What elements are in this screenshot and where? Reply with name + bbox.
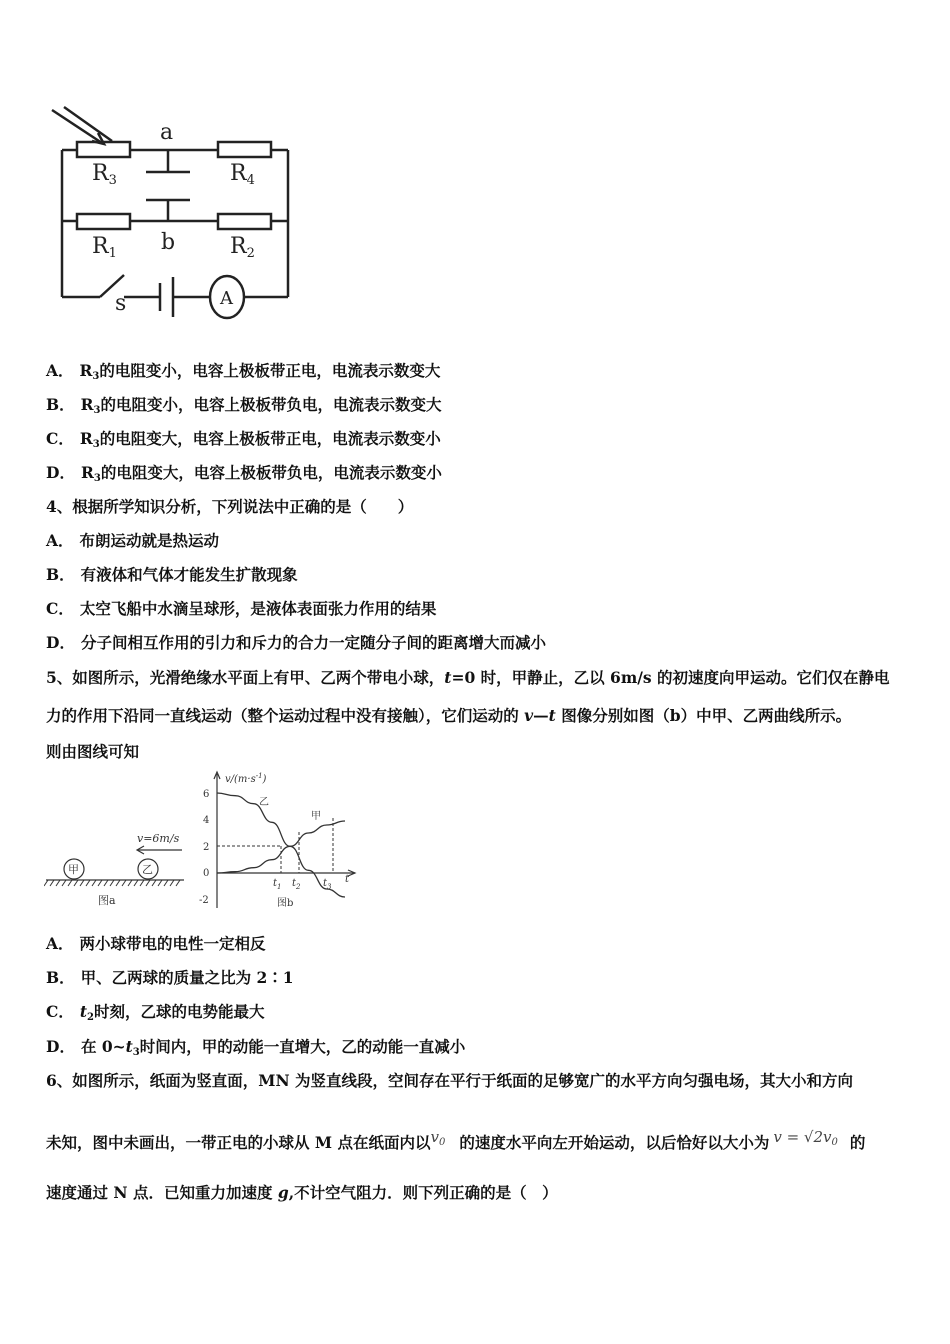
q5-stem-line-1: 5、如图所示，光滑绝缘水平面上有甲、乙两个带电小球，t=0 时，甲静止，乙以 6m/s 的初速度向甲运动。它们仅在静电: [46, 668, 890, 687]
series-label-yi: 乙: [259, 797, 269, 808]
label-r1: R1: [92, 234, 117, 261]
q4-option-b: B． 有液体和气体才能发生扩散现象: [46, 565, 298, 584]
x-tick-t2: $t_2$: [292, 878, 301, 891]
label-r3: R3: [92, 161, 117, 188]
y-tick-6: 6: [203, 789, 210, 800]
q4-option-d: D． 分子间相互作用的引力和斥力的合力一定随分子间的距离增大而减小: [46, 633, 546, 652]
x-axis-label: t: [345, 874, 350, 885]
q4-option-c: C． 太空飞船中水滴呈球形，是液体表面张力作用的结果: [46, 599, 437, 618]
ammeter-label: A: [220, 288, 233, 309]
ball-yi-label: 乙: [142, 863, 153, 876]
x-tick-t1: $t_1$: [273, 878, 282, 891]
q4-option-a: A． 布朗运动就是热运动: [46, 531, 220, 550]
q5-option-a: A． 两小球带电的电性一定相反: [46, 934, 266, 953]
figure-b-caption: 图b: [277, 898, 294, 909]
q5-stem-line-3: 则由图线可知: [46, 742, 140, 761]
q3-option-a: A． $R_3$的电阻变小，电容上极板带正电，电流表示数变大: [46, 361, 441, 382]
q6-stem-line-2: 未知，图中未画出，一带正电的小球从 M 点在纸面内以$v_0$ 的速度水平向左开始运动，以后恰好以大小为 $v = √2v_0$ 的: [46, 1128, 866, 1152]
velocity-label: v=6m/s: [137, 832, 180, 845]
series-label-jia: 甲: [311, 811, 321, 822]
resistor-r1: [77, 214, 130, 229]
switch-label-s: s: [115, 291, 127, 316]
figure-a: [44, 820, 189, 915]
resistor-r2: [218, 214, 271, 229]
y-axis-label: $v/(m\cdot s^{-1})$: [225, 772, 267, 785]
y-tick-4: 4: [203, 815, 210, 826]
q5-option-c: C． $t_2$时刻，乙球的电势能最大: [46, 1002, 265, 1023]
y-tick-neg2: -2: [199, 895, 209, 906]
q4-stem: 4、根据所学知识分析，下列说法中正确的是（ ）: [46, 497, 414, 516]
label-r2: R2: [230, 234, 255, 261]
figure-b-vt-chart: [195, 768, 365, 916]
q3-option-b: B． $R_3$的电阻变小，电容上极板带负电，电流表示数变大: [46, 395, 442, 416]
q6-stem-line-1: 6、如图所示，纸面为竖直面，MN 为竖直线段，空间存在平行于纸面的足够宽广的水平方向匀强电场，其大小和方向: [46, 1071, 854, 1090]
q3-option-c: C． $R_3$的电阻变大，电容上极板带正电，电流表示数变小: [46, 429, 441, 450]
q6-stem-line-3: 速度通过 N 点．已知重力加速度 g,不计空气阻力．则下列正确的是（ ）: [46, 1183, 558, 1202]
q5-option-b: B． 甲、乙两球的质量之比为 2∶1: [46, 968, 294, 987]
circuit-diagram: [40, 105, 310, 330]
q5-option-d: D． 在 $0\sim t_3$时间内，甲的动能一直增大，乙的动能一直减小: [46, 1037, 466, 1058]
y-tick-0: 0: [203, 868, 210, 879]
x-tick-t3: $t_3$: [323, 878, 332, 891]
y-tick-2: 2: [203, 842, 210, 853]
ball-jia-label: 甲: [68, 863, 79, 876]
q5-stem-line-2: 力的作用下沿同一直线运动（整个运动过程中没有接触），它们运动的 v—t 图像分别如图（b）中甲、乙两曲线所示。: [46, 706, 852, 725]
q3-option-d: D． $R_3$的电阻变大，电容上极板带负电，电流表示数变小: [46, 463, 442, 484]
node-label-b: b: [161, 230, 176, 255]
label-r4: R4: [230, 161, 255, 188]
resistor-r4: [218, 142, 271, 157]
node-label-a: a: [160, 120, 174, 145]
figure-a-caption: 图a: [98, 894, 116, 907]
